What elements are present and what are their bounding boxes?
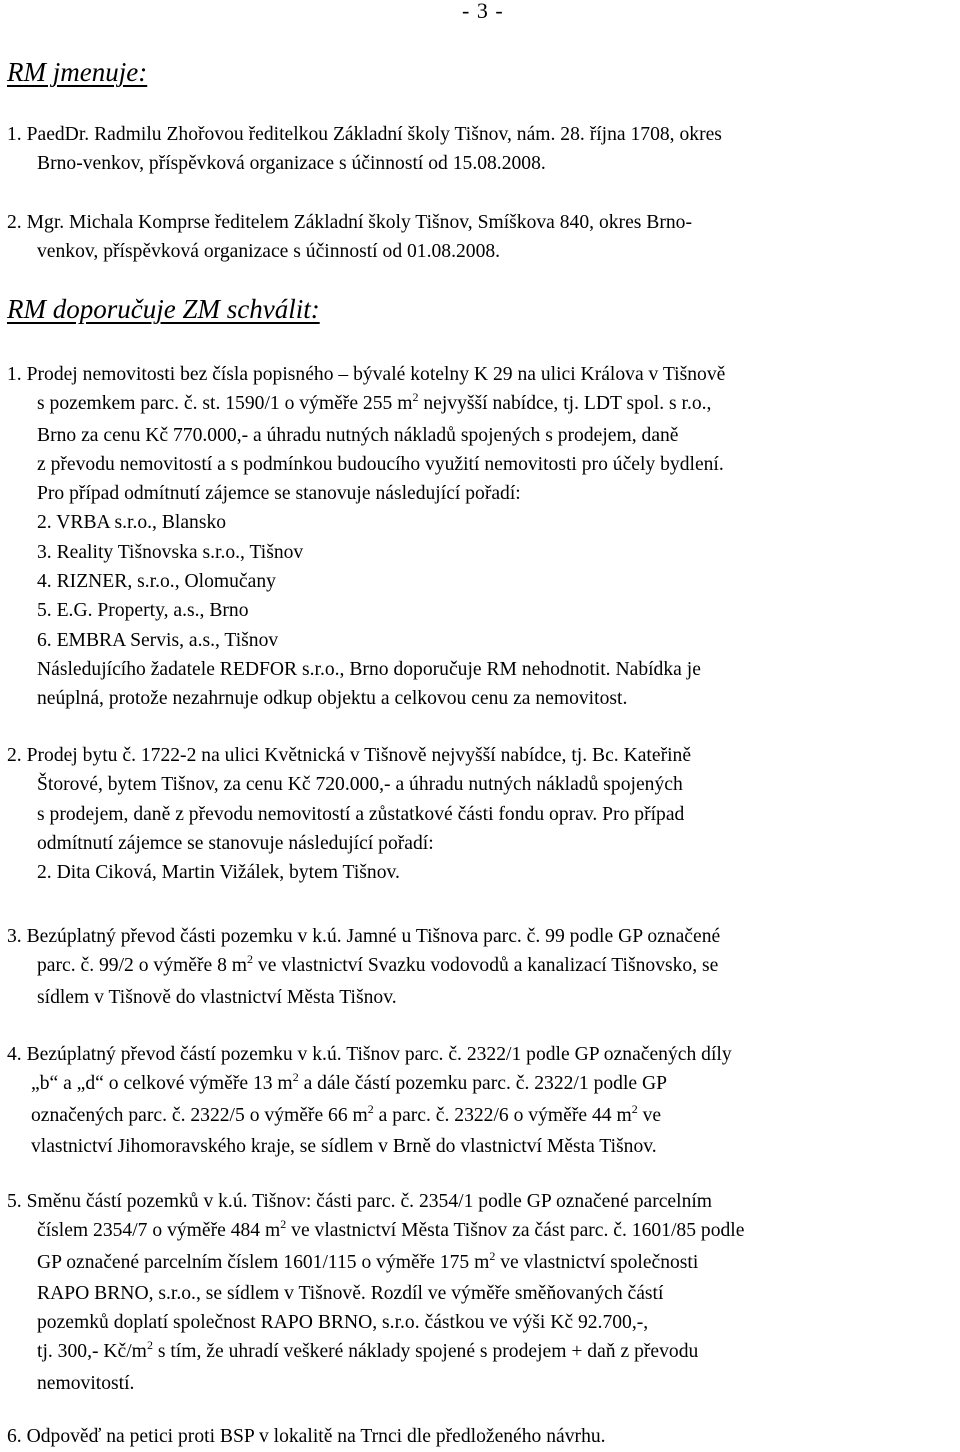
item-4: 4. Bezúplatný převod částí pozemku v k.ú. Tišnov parc. č. 2322/1 podle GP označených díly „b“ a „d“ o celkové výměře 13 $m^2$ a dále částí pozemku parc. č. 2322/1 podle GP označených parc. č. 2322/5 o výměře 66 $m^2$ a parc. č. 2322/6 o výměře 44 $m^2$ ve vlastnictví Jihomoravského kraje, se sídlem v Brně do vlastnictví Města Tišnov. xyxy=(7,1044,732,1157)
heading-rm-doporucuje: RM doporučuje ZM schválit: xyxy=(7,294,320,324)
appointment-2: 2. Mgr. Michala Komprse ředitelem Základní školy Tišnov, Smíškova 840, okres Brno- venkov, příspěvková organizace s účinností od 01.08.2008. xyxy=(7,212,692,263)
order-list-item: 2. VRBA s.r.o., Blansko xyxy=(37,512,227,534)
page-number: - 3 - xyxy=(462,0,504,23)
order-list-item: 5. E.G. Property, a.s., Brno xyxy=(37,600,249,622)
order-list-item: 3. Reality Tišnovska s.r.o., Tišnov xyxy=(37,541,304,563)
item-5: 5. Směnu částí pozemků v k.ú. Tišnov: části parc. č. 2354/1 podle GP označené parcelním číslem 2354/7 o výměře 484 $m^2$ ve vlastnictví Města Tišnov za část parc. č. 1601/85 podle GP označené parcelním číslem 1601/115 o výměře 175 $m^2$ ve vlastnictví společnosti RAPO BRNO, s.r.o., se sídlem v Tišnově. Rozdíl ve výměře směňovaných částí pozemků doplatí společnost RAPO BRNO, s.r.o. částkou ve výši Kč 92.700,-, tj. 300,- $Kč/m^2$ s tím, že uhradí veškeré náklady spojené s prodejem + daň z převodu nemovitostí. xyxy=(7,1191,745,1394)
heading-rm-jmenuje: RM jmenuje: xyxy=(7,57,148,87)
item-6: 6. Odpověď na petici proti BSP v lokalitě na Trnci dle předloženého návrhu. xyxy=(7,1426,606,1447)
item-2: 2. Prodej bytu č. 1722-2 na ulici Květnická v Tišnově nejvyšší nabídce, tj. Bc. Kateřině Štorové, bytem Tišnov, za cenu Kč 720.000,- a úhradu nutných nákladů spojených s prodejem, daně z převodu nemovitostí a zůstatkové části fondu oprav. Pro případ odmítnutí zájemce se stanovuje následující pořadí: 2. Dita Ciková, Martin Vižálek, bytem Tišnov. xyxy=(7,745,692,884)
order-list-item: 6. EMBRA Servis, a.s., Tišnov xyxy=(37,629,279,651)
order-list-item: 4. RIZNER, s.r.o., Olomučany xyxy=(37,571,276,593)
appointment-1: 1. PaedDr. Radmilu Zhořovou ředitelkou Základní školy Tišnov, nám. 28. října 1708, okres Brno-venkov, příspěvková organizace s účinností od 15.08.2008. xyxy=(7,124,722,175)
item-3: 3. Bezúplatný převod části pozemku v k.ú. Jamné u Tišnova parc. č. 99 podle GP označené parc. č. 99/2 o výměře 8 $m^2$ ve vlastnictví Svazku vodovodů a kanalizací Tišnovsko, se sídlem v Tišnově do vlastnictví Města Tišnov. xyxy=(7,926,721,1008)
item-1: 1. Prodej nemovitosti bez čísla popisného – bývalé kotelny K 29 na ulici Králova v Tišnově s pozemkem parc. č. st. 1590/1 o výměře 255 $m^2$ nejvyšší nabídce, tj. LDT spol. s r.o., Brno za cenu Kč 770.000,- a úhradu nutných nákladů spojených s prodejem, daně z převodu nemovitostí a s podmínkou budoucího využití nemovitosti pro účely bydlení. Pro případ odmítnutí zájemce se stanovuje následující pořadí: 2. VRBA s.r.o., Blansko 3. Reality Tišnovska s.r.o., Tišnov 4. RIZNER, s.r.o., Olomučany 5. E.G. Property, a.s., Brno 6. EMBRA Servis, a.s., Tišnov Následujícího žadatele REDFOR s.r.o., Brno doporučuje RM nehodnotit. Nabídka je neúplná, protože nezahrnuje odkup objektu a celkovou cenu za nemovitost. xyxy=(7,364,726,710)
